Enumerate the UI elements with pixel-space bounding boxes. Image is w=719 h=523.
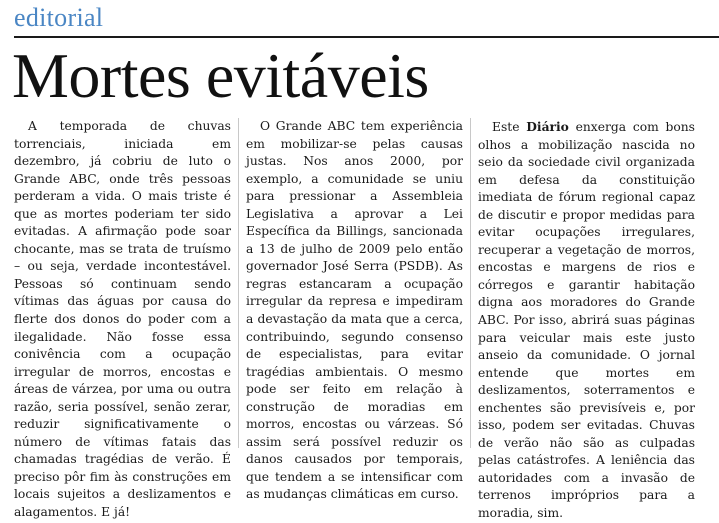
article-column-1: [14, 118, 238, 520]
article-column-2: [238, 118, 470, 502]
column-2-paragraph: O Grande ABC tem experiência em mobilizar-se pelas causas justas. Nos anos 2000, por exemplo, a comunidade se uniu para pressionar a Assembleia Legislativa a aprovar a Lei Específica da Billings, sancionada a 13 de julho de 2009 pelo então governador José Serra (PSDB). As regras estancaram a ocupação irregular da represa e impediram a devastação da mata que a cerca, contribuindo, segundo consenso de especialistas, para evitar tragédias ambientais. O mesmo pode ser feito em relação à construção de moradias em morros, encostas ou várzeas. Só assim será possível reduzir os danos causados por temporais, que tendem a se intensificar com as mudanças climáticas em curso.: [246, 119, 463, 502]
column-3-lead: Este: [492, 120, 527, 134]
newspaper-name: Diário: [526, 119, 569, 134]
article-columns: [14, 118, 709, 521]
column-3-paragraph: [478, 118, 695, 523]
article-column-3: [470, 118, 702, 521]
column-3-body: enxerga com bons olhos a mobilização nascida no seio da sociedade civil organizada em defesa da constituição imediata de fórum regional capaz de discutir e propor medidas para evitar ocupações irregulares, recuperar a vegetação de morros, encostas e margens de rios e córregos e garantir habitação digna aos moradores do Grande ABC. Por isso, abrirá suas páginas para veicular mais este justo anseio da comunidade. O jornal entende que mortes em deslizamentos, soterramentos e enchentes são previsíveis e, por isso, podem ser evitadas. Chuvas de verão não são as culpadas pelas catástrofes. A leniência das autoridades com a invasão de terrenos impróprios para a moradia, sim.: [478, 120, 695, 521]
headline: Mortes evitáveis: [12, 40, 429, 111]
column-1-paragraph: A temporada de chuvas torrenciais, iniciada em dezembro, já cobriu de luto o Grande ABC, onde três pessoas perderam a vida. O mais triste é que as mortes poderiam ter sido evitadas. A afirmação pode soar chocante, mas se trata de truísmo – ou seja, verdade incontestável. Pessoas só continuam sendo vítimas das águas por causa do flerte dos donos do poder com a ilegalidade. Não fosse essa conivência com a ocupação irregular de morros, encostas e áreas de várzea, por uma ou outra razão, seria possível, senão zerar, reduzir significativamente o número de vítimas fatais das chamadas tragédias de verão. É preciso pôr fim às construções em locais sujeitos a deslizamentos e alagamentos. E já!: [14, 119, 231, 520]
section-label: editorial: [14, 3, 104, 32]
